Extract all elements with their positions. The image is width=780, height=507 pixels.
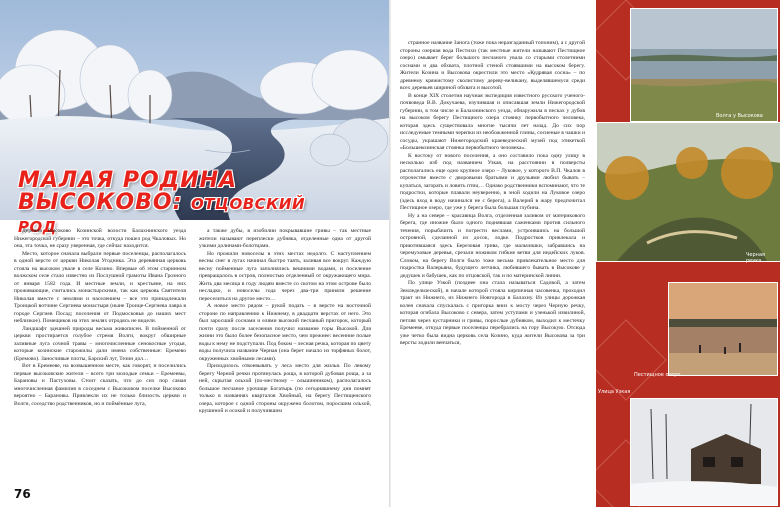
paragraph: а также дубы, в изобилии покрывавшие гривы – так местные жители называют переплески дубняка, отделенные одна от другой узкими долинами-болотцами. [199, 228, 371, 249]
title-line-1: МАЛАЯ РОДИНА [18, 168, 238, 193]
right-page-body [400, 40, 585, 500]
pestishnoe-lake-image [669, 283, 777, 375]
paragraph: Место, которое сначала выбрали первые поселенцы, располагалось в одной версте от церкви Николая Угодника. Эта деревянная церковь стояла на высоком увале в селе Козино. Впервые об этом старинном волжском селе стало известно из Послушной грамоты Ивана Грозного от января 1582 года. И местные земли, и крестьяне, на них проживающие, считались монастырскими, так как церковь Святителя Николая вместе с землями и населением – все это принадлежали Троицкой вотчине Сергиева монастыря (ныне Троице-Сергиева лавра в городе Сергиев Посад; поселения от Подмосковья до наших мест неблизкое). Помещиков на этих землях отродясь не видели. [14, 250, 186, 324]
paragraph: По улице Узкой (позднее она стала называться Садовой, а затем Земледельческой), в начале которой стояла кирпичная часовенка, проходил тракт из Нижнего, из Нижнего Новгорода в Балахну. Из улицы дорожкая колея сначала спускалась с пригорка вниз к мосту через Черную речку, которая огибала Высоково с севера, затем уступами и узенькой извилиной, петляя через кустарники и гривы, порослые дубняком, выходил к местечку Еремееве, откуда первые поселенцы перебрались на гору Высокую. Отсюда уже четко была видна церковь села Козино, куда жители Высокова за три версты ходили венчаться, [400, 280, 585, 346]
title-subtitle: ОТЦОВСКИЙ РОД [18, 195, 306, 236]
photo-chernaya-river [596, 122, 780, 262]
caption-volga: Волга у Высокова [716, 113, 763, 119]
caption-pestishnoe: Пестищное озеро [634, 372, 681, 378]
left-column-1 [14, 228, 186, 483]
caption-chernaya: Черная речка [746, 252, 766, 264]
paragraph: А новое место рядом – рукой подать – в версте на восточной стороне по направлению к Нижнему, в двадцати верстах от него. Это был заросший соснами и елями высокий песчаный пригорок, который почти сразу после заселения получил название горы Высокой. Для жизни это было более безопасное место, чем прежнее: весенние полые воды к нему не подступали. Под боком – лесная речка, которая по цвету воды получила название Черная (она берет начало из торфяных болот, окруженных хвойными лесами). [199, 303, 371, 362]
photo-volga [630, 8, 778, 122]
left-page-body [14, 228, 374, 483]
page-number: 76 [14, 487, 31, 501]
volga-image [631, 9, 777, 121]
uzkaya-street-image [631, 399, 777, 505]
photo-sidebar [596, 0, 780, 507]
paragraph: К востоку от нового поселения, а оно составило пока одну улицу в несколько изб под названием Узкая, на расстоянии в полверсты располагались еще одно крупное озеро – Луковое, у которого В.П. Чкалов в отрочестве вместе с дворовыми братьями и друзьями любил бывать – купаться, загорать и ловить птиц… Однако родственники вспоминают, что те подростки, которые плавали неуверенно, в эной ходили на Луковое озеро (здесь вход в воду начинался не с берега), а Валерий в жару предпочитал Пестищное озеро, где уже у берега была большая глубина. [400, 152, 585, 211]
photo-uzkaya-street [630, 398, 778, 506]
photo-pestishnoe-lake [668, 282, 778, 376]
paragraph: Деревня Высоково Козинской волости Балахнинского уезда Нижегородской губернии – это точка, откуда пошел род Чкаловых. Но она, эта точка, не сразу уверенная, где сейчас находится. [14, 228, 186, 249]
paragraph: Ландшафт здешней природы весьма живописен. В пойменной от церкви простирается голубое стремя Волги, вокруг обширные заливные луга сочной травы – многочисленные сенокосные угодья, которые козинские старожилы дали имена собственные: Еремево (Еремово). Заносчивые плоты, Барский луг, Тезин дол… [14, 325, 186, 362]
paragraph: В конце XIX столетия научная экспедиция известного русского ученого-почвоведа В.В. Докучаева, изучившая и описавшая земли Нижегородской губернии, в том числе и Балахнинского уезда, обнаружила в песках у дубов на высоком берегу Пестищного озера стоянку первобытного человека, которая здесь существовала многие тысячи лет назад. До сих пор исследуемые темными черепки из необожженной глины, сосиеные в чашки и сосуды, украшают Нижегородский краеведческий музей под этикеткой «Большекозинская стоянка первобытного человека». [400, 92, 585, 151]
paragraph: Но прожили новоселы в этих местах недолго. С наступлением весны снег в лугах начинал быстро таять, заливая все вокруг. Каждую весну пойменные луга заполнялись вешними водами, и поселение превращалось в остров, полностью отделенный от окружающего мира. Жить два месяца в году людям вместе со скотом на этом острове было несладко, и новоселы года через два-три приняли решение переселиться на другое место… [199, 250, 371, 302]
paragraph: Ну а на севере – красавица Волга, отделенная заливом от материкового берега, где иножие было одного поднявшая саженками против сильного течения, порыбачить и погрести веслами, устроившись на большой островной, сделанной из досок, лодке. Подростков привлекала и приютившаяся здесь Березовая грива, где мальчишки, забравшись на черемуховые деревья, срезали ножиком гибкие ветви для индейских луков. Словом, на берегу Волги было тоже весьма привлекательное место для подростка Валерьяна, будущего летчика, любившего бывать в Высокове у дедушек и бабушек, как по отцовской, так и по материнской линии. [400, 212, 585, 279]
page-gutter [389, 0, 391, 507]
paragraph: странное название Занога (тоже пока неразгаданный топоним), а с другой стороны озерная вода Пестихи (так местные жители называют Пестищное озеро) омывает берег большого песчаного увала со старыми столетними соснами и два обхвата, плотной стеной стоявшими на высоком берегу. Жители Козина и Высокова окрестили это место «Кудрявая сосна» – по древнему кряжистому сколистому дереву-великану, выделявшемуся среди всех деревьев шириной обхвата и высотой. [400, 40, 585, 91]
paragraph: Вот в Еремееве, на возвышенном месте, как говорят, и поселились первые высоковские жители – всего три молодые семьи – Еремеевы, Барановы и Пастуховы. Стоит сказать, что до сих пор самая многочисленная фамилия в соседнем с Высоковом поселке Высоково вероятно – Барановы. Привлекли их не только близость церкви и Волги, соседство родственников, но и поймённые луга, [14, 363, 186, 407]
title-main: ВЫСОКОВО: [18, 190, 183, 215]
paragraph: Приходилось отвоевывать у леса место для жилья. По левому берегу Черной речки протянулась роща, в которой дубовая роща, а за ней, скрытая ольхой (по-местному – ольшинником), располагалось большое песчаное урочище Богатырь (по сегодняшнему дня помнят только в названиях кварталов Хвойный, на берегу Пестищенского озера, которое с одной стороны окружено болотом, поросшим ольхой, крушиной и осокой и получившим [199, 363, 371, 414]
chernaya-river-image [597, 123, 780, 261]
caption-uzkaya: Улица Узкая [598, 389, 631, 395]
left-column-2 [199, 228, 371, 483]
